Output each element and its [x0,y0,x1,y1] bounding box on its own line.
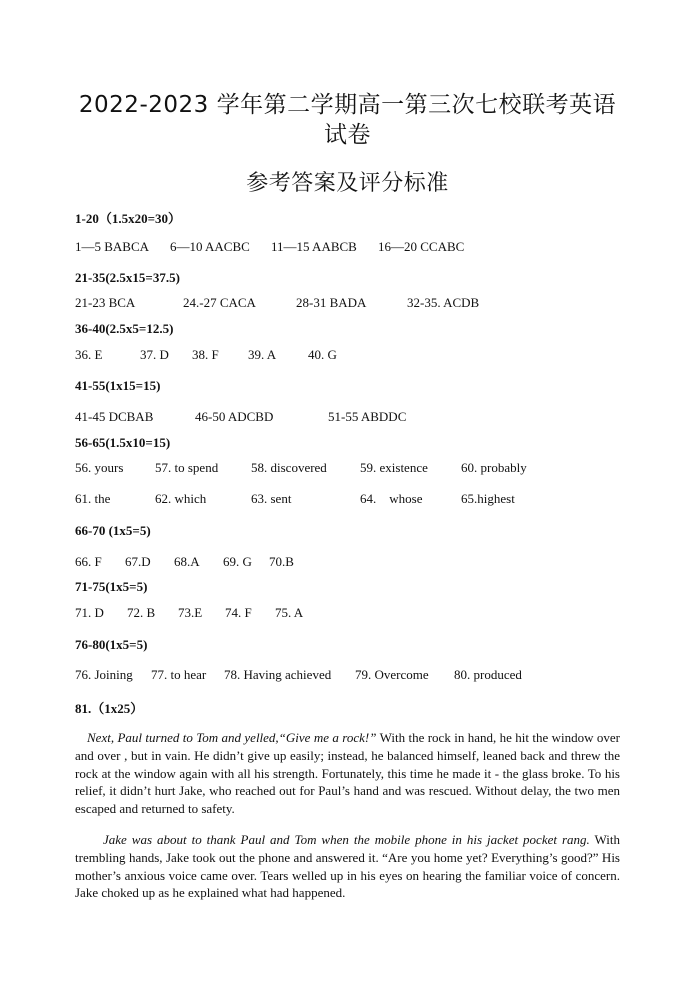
paragraph-body: With the rock in hand, he hit the window over and over , but in vain. He didn’t give up easily; instead, he balanced himself, leaned back and threw the rock at the window again with all his strength. Fortunately, this time he made it - the glass broke. To his relief, it didn’t hurt Jake, who reached out for Paul’s hand and was rescued. Without delay, the two men escaped and returned to safety. [75,730,620,817]
paragraph-lead: Jake was about to thank Paul and Tom when the mobile phone in his jacket pocket rang. [103,832,590,847]
answer-item: 21-23 BCA [75,295,136,310]
section-heading: 76-80(1x5=5) [75,637,148,652]
section-heading: 71-75(1x5=5) [75,579,148,594]
essay-paragraph-1 [75,729,620,818]
answer-item: 68.A [174,554,200,569]
answer-item: 16—20 CCABC [378,239,465,254]
answer-item: 58. discovered [251,460,327,475]
answer-key-subtitle: 参考答案及评分标准 [246,171,449,196]
answer-item: 70.B [269,554,294,569]
answer-item: 76. Joining [75,667,133,682]
answer-item: 66. F [75,554,102,569]
answer-item: 1—5 BABCA [75,239,150,254]
answer-item: 36. E [75,347,103,362]
answer-item: 6—10 AACBC [170,239,250,254]
answer-item: 46-50 ADCBD [195,409,274,424]
answer-item: 39. A [248,347,277,362]
answer-item: 72. B [127,605,156,620]
answer-item: 73.E [178,605,203,620]
answer-item: 67.D [125,554,151,569]
answer-item: 77. to hear [151,667,207,682]
answer-item: 65.highest [461,491,515,506]
answer-item: 28-31 BADA [296,295,367,310]
answer-item: 78. Having achieved [224,667,332,682]
section-heading: 81.（1x25） [75,701,144,716]
answer-item: 71. D [75,605,104,620]
answer-item: 56. yours [75,460,124,475]
answer-item: 32-35. ACDB [407,295,480,310]
answer-item: 59. existence [360,460,428,475]
answer-item: 80. produced [454,667,522,682]
answer-item: 40. G [308,347,337,362]
answer-item: 64. whose [360,491,423,506]
answer-item: 79. Overcome [355,667,429,682]
answer-item: 11—15 AABCB [271,239,357,254]
answer-item: 57. to spend [155,460,219,475]
exam-title-line1: 2022-2023 学年第二学期高一第三次七校联考英语 [78,92,617,118]
answer-item: 51-55 ABDDC [328,409,407,424]
answer-item: 41-45 DCBAB [75,409,154,424]
section-heading: 56-65(1.5x10=15) [75,435,171,450]
essay-paragraph-2 [75,831,620,902]
answer-item: 62. which [155,491,207,506]
answer-item: 61. the [75,491,111,506]
answer-item: 37. D [140,347,169,362]
section-heading: 41-55(1x15=15) [75,378,161,393]
section-heading: 1-20（1.5x20=30） [75,211,181,226]
answer-item: 38. F [192,347,219,362]
answer-item: 24.-27 CACA [183,295,256,310]
section-heading: 21-35(2.5x15=37.5) [75,270,180,285]
answer-item: 74. F [225,605,252,620]
section-heading: 66-70 (1x5=5) [75,523,151,538]
section-heading: 36-40(2.5x5=12.5) [75,321,174,336]
paragraph-body: With trembling hands, Jake took out the phone and answered it. “Are you home yet? Everything’s good?” His mother’s anxious voice came over. Tears welled up in his eyes on hearing the familiar voice of concern. Jake choked up as he explained what had happened. [75,832,620,901]
answer-item: 63. sent [251,491,292,506]
paragraph-lead: Next, Paul turned to Tom and yelled,“Give me a rock!” [87,730,377,745]
exam-title-line2: 试卷 [324,122,371,148]
answer-item: 60. probably [461,460,527,475]
answer-item: 69. G [223,554,252,569]
answer-item: 75. A [275,605,304,620]
